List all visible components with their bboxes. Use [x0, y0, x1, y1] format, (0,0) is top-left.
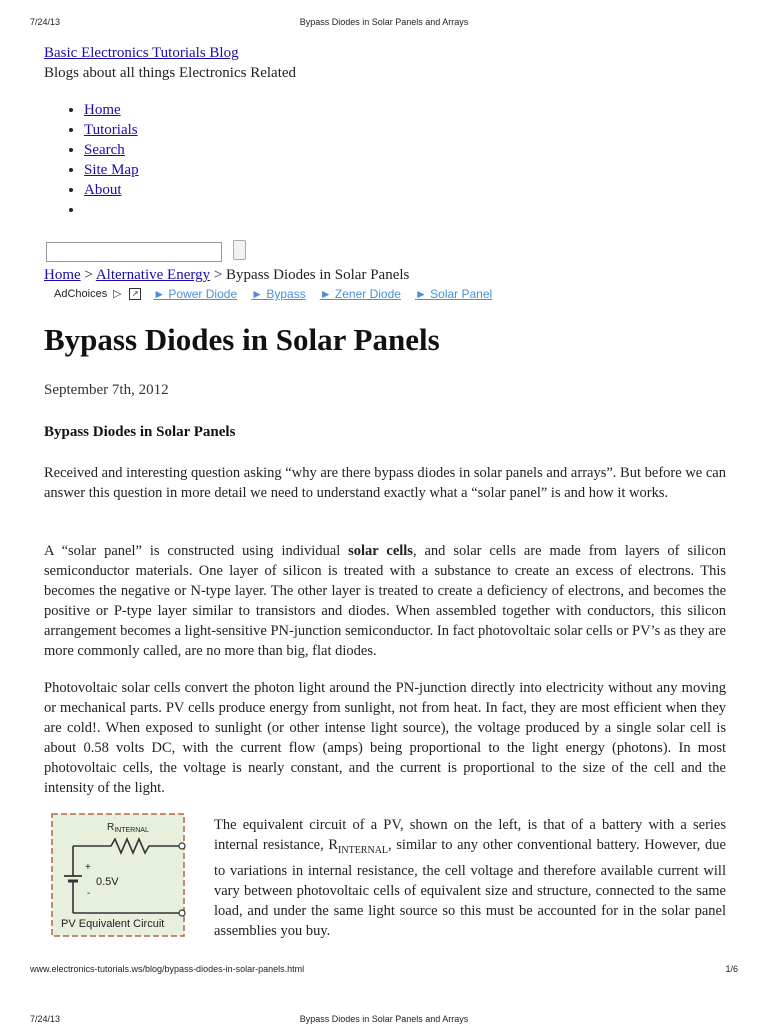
pv-equivalent-circuit-diagram — [51, 813, 191, 938]
terminal-positive — [179, 843, 185, 849]
article-title: Bypass Diodes in Solar Panels — [44, 322, 440, 357]
nav-link-site-map[interactable]: Site Map — [84, 162, 139, 178]
subscript-internal: INTERNAL — [338, 844, 389, 856]
nav-item-site-map — [84, 160, 139, 180]
breadcrumb-separator: > — [80, 267, 96, 283]
print-date: 7/24/13 — [30, 17, 61, 27]
text-run: A “solar panel” is constructed using individual — [44, 543, 349, 559]
nav-item-home — [84, 100, 139, 120]
next-page-header — [30, 1014, 738, 1028]
breadcrumb — [44, 267, 409, 284]
nav-item-tutorials — [84, 120, 139, 140]
main-nav — [44, 100, 139, 220]
nav-link-home[interactable]: Home — [84, 102, 121, 118]
circuit-caption: PV Equivalent Circuit — [61, 918, 165, 930]
paragraph-photovoltaic: Photovoltaic solar cells convert the photon light around the PN-junction directly into electricity without any moving or mechanical parts. PV cells produce energy from sunlight, not from heat. In fact, they are most efficient when they are cold!. When exposed to sunlight (or other intense light source), the voltage produced by a single solar cell is about 0.58 volts DC, with the current flow (amps) being proportional to the light energy (photons). In most photovoltaic cells, the voltage is nearly constant, and the current is proportional to the size of the cell and the intensity of the light. — [44, 680, 726, 796]
text-run: The equivalent circuit of a PV, shown on the left, is that of a battery with a series internal resistance, R — [214, 817, 726, 853]
ad-close-icon[interactable]: ↗ — [129, 288, 141, 300]
breadcrumb-current: Bypass Diodes in Solar Panels — [226, 267, 410, 283]
battery-plus-label: + — [85, 862, 91, 873]
ad-link-power-diode[interactable]: ► Power Diode — [153, 287, 238, 301]
ad-link-bypass[interactable]: ► Bypass — [251, 287, 306, 301]
ad-link-zener-diode[interactable]: ► Zener Diode — [319, 287, 401, 301]
article-subheading: Bypass Diodes in Solar Panels — [44, 424, 236, 440]
nav-link-about[interactable]: About — [84, 182, 122, 198]
adchoices-triangle-icon[interactable]: ▷ — [112, 288, 122, 300]
bold-term: solar cells — [348, 543, 413, 559]
breadcrumb-separator: > — [210, 267, 227, 283]
print-header — [30, 17, 738, 31]
battery-voltage-label: 0.5V — [96, 876, 119, 888]
print-title: Bypass Diodes in Solar Panels and Arrays — [299, 17, 469, 27]
nav-item-search — [84, 140, 139, 160]
text-run: , and solar cells are made from layers of silicon semiconductor materials. One layer of silicon is treated with a substance to create an excess of electrons. This becomes the negative or N-type layer. The other layer is treated to create a deficiency of electrons, and becomes the positive or P-type layer similar to transistors and diodes. When assembled together with conductors, this silicon arrangement becomes a light-sensitive PN-junction semiconductor. In fact photovoltaic solar cells or PV’s as they are more commonly called, are no more than big, flat diodes. — [44, 543, 727, 659]
print-footer — [30, 964, 738, 978]
breadcrumb-home-link[interactable]: Home — [44, 267, 81, 283]
site-title-link[interactable]: Basic Electronics Tutorials Blog — [44, 45, 239, 61]
site-tagline: Blogs about all things Electronics Related — [44, 65, 297, 81]
nav-link-search[interactable]: Search — [84, 142, 125, 158]
breadcrumb-category-link[interactable]: Alternative Energy — [95, 267, 211, 283]
print-url: www.electronics-tutorials.ws/blog/bypass-diodes-in-solar-panels.html — [30, 964, 305, 974]
next-page-date: 7/24/13 — [30, 1014, 61, 1024]
nav-item-empty — [84, 200, 139, 220]
adchoices-label[interactable]: AdChoices — [54, 288, 108, 300]
print-page-number: 1/6 — [725, 964, 738, 974]
paragraph-intro: Received and interesting question asking “why are there bypass diodes in solar panels and arrays”. But before we can answer this question in more detail we need to understand exactly what a “solar panel” is and how it works. — [44, 465, 726, 501]
article-date: September 7th, 2012 — [44, 382, 169, 398]
next-page-title: Bypass Diodes in Solar Panels and Arrays — [299, 1014, 469, 1024]
ad-link-solar-panel[interactable]: ► Solar Panel — [414, 287, 493, 301]
terminal-negative — [179, 910, 185, 916]
ad-links-bar — [54, 287, 506, 301]
nav-link-tutorials[interactable]: Tutorials — [84, 122, 138, 138]
resistor-label: $R_{INTERNAL}$ — [107, 822, 149, 834]
text-run: , similar to any other conventional battery. However, due to variations in internal resistance, the cell voltage and therefore available current will vary between photovoltaic cells of equivalent size and structure, connected to the same load, and under the same light source so this must be accounted for in the solar panel assemblies you buy. — [214, 837, 726, 939]
paragraph-solar-panel — [44, 541, 726, 661]
nav-item-about — [84, 180, 139, 200]
paragraph-equivalent-circuit — [214, 815, 726, 941]
search-input[interactable] — [46, 242, 222, 262]
search-button[interactable] — [233, 240, 246, 260]
battery-minus-label: - — [87, 888, 91, 899]
